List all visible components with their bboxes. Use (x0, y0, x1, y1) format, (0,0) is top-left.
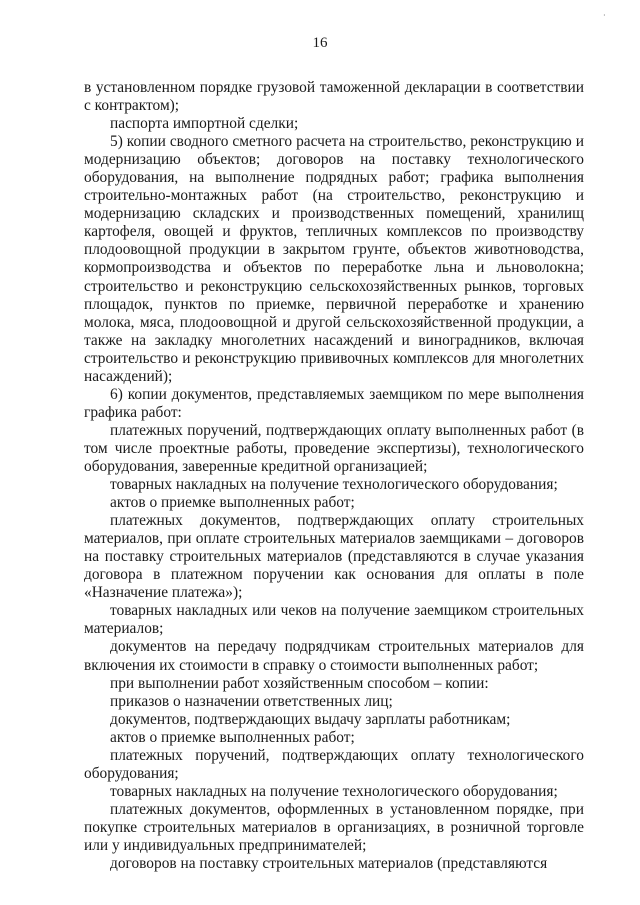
paragraph: документов, подтверждающих выдачу зарплаты работникам; (110, 710, 511, 728)
paragraph: актов о приемке выполненных работ; (110, 494, 355, 512)
paragraph: паспорта импортной сделки; (110, 115, 299, 133)
paragraph: 6) копии документов, представляемых заемщиком по мере выполнения графика работ: (84, 385, 584, 421)
paragraph: платежных документов, оформленных в установленном порядке, при покупке строительных материалов в организациях, в розничной торговле или у индивидуальных предпринимателей; (84, 800, 584, 854)
paragraph: 5) копии сводного сметного расчета на строительство, реконструкцию и модернизацию объектов; договоров на поставку технологического оборудования, на выполнение подрядных работ; графика выполнения строительно-монтажных работ (на строительство, реконструкцию и модернизацию складских и производственных помещений, хранилищ картофеля, овощей и фруктов, тепличных комплексов по производству плодоовощной продукции в закрытом грунте, объектов животноводства, кормопроизводства и объектов по переработке льна и льноволокна; строительство и реконструкцию сельскохозяйственных рынков, торговых площадок, пунктов по приемке, первичной переработке и хранению молока, мяса, плодоовощной и другой сельскохозяйственной продукции, а также на закладку многолетних насаждений и виноградников, включая строительство и реконструкцию прививочных комплексов для многолетних насаждений); (84, 133, 584, 385)
paragraph: платежных поручений, подтверждающих оплату технологического оборудования; (84, 746, 584, 782)
paragraph: документов на передачу подрядчикам строительных материалов для включения их стоимости в справку о стоимости выполненных работ; (84, 638, 584, 674)
paragraph: товарных накладных на получение технологического оборудования; (110, 782, 558, 800)
page-number: 16 (312, 35, 328, 51)
paragraph: актов о приемке выполненных работ; (110, 728, 355, 746)
paragraph: товарных накладных на получение технологического оборудования; (110, 476, 558, 494)
paragraph: в установленном порядке грузовой таможенной декларации в соответствии с контрактом); (84, 79, 584, 115)
paragraph: приказов о назначении ответственных лиц; (110, 692, 393, 710)
scan-mark: · (603, 11, 606, 20)
paragraph: договоров на поставку строительных материалов (представляются (110, 855, 548, 873)
paragraph: при выполнении работ хозяйственным способом – копии: (110, 674, 489, 692)
paragraph: платежных поручений, подтверждающих оплату выполненных работ (в том числе проектные работы, проведение экспертизы), технологического оборудования, заверенные кредитной организацией; (84, 421, 584, 475)
paragraph: товарных накладных или чеков на получение заемщиком строительных материалов; (84, 602, 584, 638)
paragraph: платежных документов, подтверждающих оплату строительных материалов, при оплате строительных материалов заемщиками – договоров на поставку строительных материалов (представляются в случае указания договора в платежном поручении как основания для оплаты в поле «Назначение платежа»); (84, 512, 584, 602)
document-body (84, 79, 584, 873)
